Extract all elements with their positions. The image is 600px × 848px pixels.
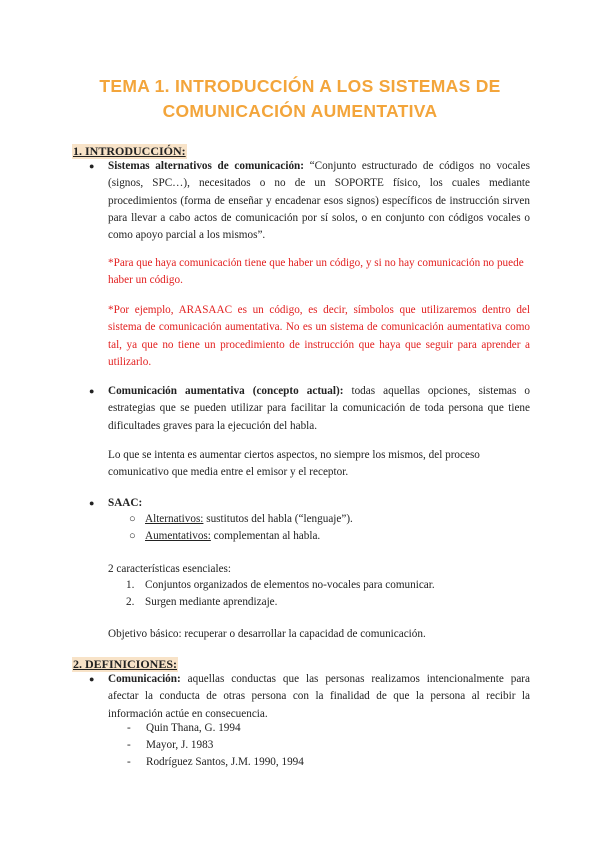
objetivo-basico: Objetivo básico: recuperar o desarrollar la capacidad de comunicación. xyxy=(108,628,426,640)
paragraph-sistemas-alternativos xyxy=(108,158,530,245)
caracteristica-item: Conjuntos organizados de elementos no-vocales para comunicar. xyxy=(145,579,435,591)
bullet-icon: ● xyxy=(89,161,95,171)
text-aumentativos: complementan al habla. xyxy=(210,530,321,542)
term-comunicacion-aumentativa: Comunicación aumentativa (concepto actual): xyxy=(108,385,344,397)
title-line-1: TEMA 1. INTRODUCCIÓN A LOS SISTEMAS DE xyxy=(99,76,501,96)
paragraph-aumentar-aspectos: Lo que se intenta es aumentar ciertos aspectos, no siempre los mismos, del proceso comunicativo que media entre el emisor y el receptor. xyxy=(108,449,480,479)
note-codigo: *Para que haya comunicación tiene que haber un código, y si no hay comunicación no puede haber un código. xyxy=(108,257,524,287)
text-alternativos: sustitutos del habla (“lenguaje”). xyxy=(203,513,353,525)
author-reference: Mayor, J. 1983 xyxy=(146,739,214,751)
definition-comunicacion: aquellas conductas que las personas realizamos intencionalmente para afectar la conducta de otras persona con la finalidad de que la persona al recibir la información actúe en consecuencia. xyxy=(108,673,530,720)
document-title xyxy=(0,74,600,124)
definition-comunicacion-aumentativa: todas aquellas opciones, sistemas o estrategias que se pueden utilizar para facilitar la comunicación de toda persona que tiene dificultades graves para la ejecución del habla. xyxy=(108,385,531,432)
paragraph-comunicacion xyxy=(108,671,530,723)
title-line-2: COMUNICACIÓN AUMENTATIVA xyxy=(162,101,438,121)
list-number: 2. xyxy=(126,596,135,608)
definition-sistemas-alternativos: “Conjunto estructurado de códigos no vocales (signos, SPC…), necesitados o no de un SOPORTE físico, los cuales mediante procedimientos (forma de enseñar y encadenar esos signos) específicos de instrucción sirven para llevar a cabo actos de comunicación por sí solos, o en conjunto con códigos vocales o como apoyo parcial a los mismos”. xyxy=(108,160,530,242)
author-reference: Quin Thana, G. 1994 xyxy=(146,722,241,734)
dash-bullet: - xyxy=(127,722,131,734)
caracteristica-item: Surgen mediante aprendizaje. xyxy=(145,596,278,608)
section-heading-definiciones: 2. DEFINICIONES: xyxy=(73,657,178,671)
circle-bullet-icon: ○ xyxy=(129,513,136,525)
dash-bullet: - xyxy=(127,756,131,768)
note-arasaac: *Por ejemplo, ARASAAC es un código, es decir, símbolos que utilizaremos dentro del sistema de comunicación aumentativa. No es un sistema de comunicación aumentativa como tal, ya que no tiene un procedimiento de instrucción que haya que seguir para aprender a utilizarlo. xyxy=(108,304,530,369)
term-comunicacion: Comunicación: xyxy=(108,673,181,685)
saac-item-alternativos xyxy=(145,511,353,528)
section-heading-introduccion: 1. INTRODUCCIÓN: xyxy=(73,144,186,158)
list-number: 1. xyxy=(126,579,135,591)
dash-bullet: - xyxy=(127,739,131,751)
term-saac: SAAC: xyxy=(108,497,143,509)
bullet-icon: ● xyxy=(89,674,95,684)
caracteristicas-intro: 2 características esenciales: xyxy=(108,563,231,575)
bullet-icon: ● xyxy=(89,498,95,508)
term-sistemas-alternativos: Sistemas alternativos de comunicación: xyxy=(108,160,304,172)
author-reference: Rodríguez Santos, J.M. 1990, 1994 xyxy=(146,756,304,768)
circle-bullet-icon: ○ xyxy=(129,530,136,542)
term-aumentativos: Aumentativos: xyxy=(145,530,211,542)
bullet-icon: ● xyxy=(89,386,95,396)
paragraph-comunicacion-aumentativa xyxy=(108,383,530,435)
saac-item-aumentativos xyxy=(145,528,320,545)
term-alternativos: Alternativos: xyxy=(145,513,204,525)
paragraph-saac xyxy=(108,495,530,512)
